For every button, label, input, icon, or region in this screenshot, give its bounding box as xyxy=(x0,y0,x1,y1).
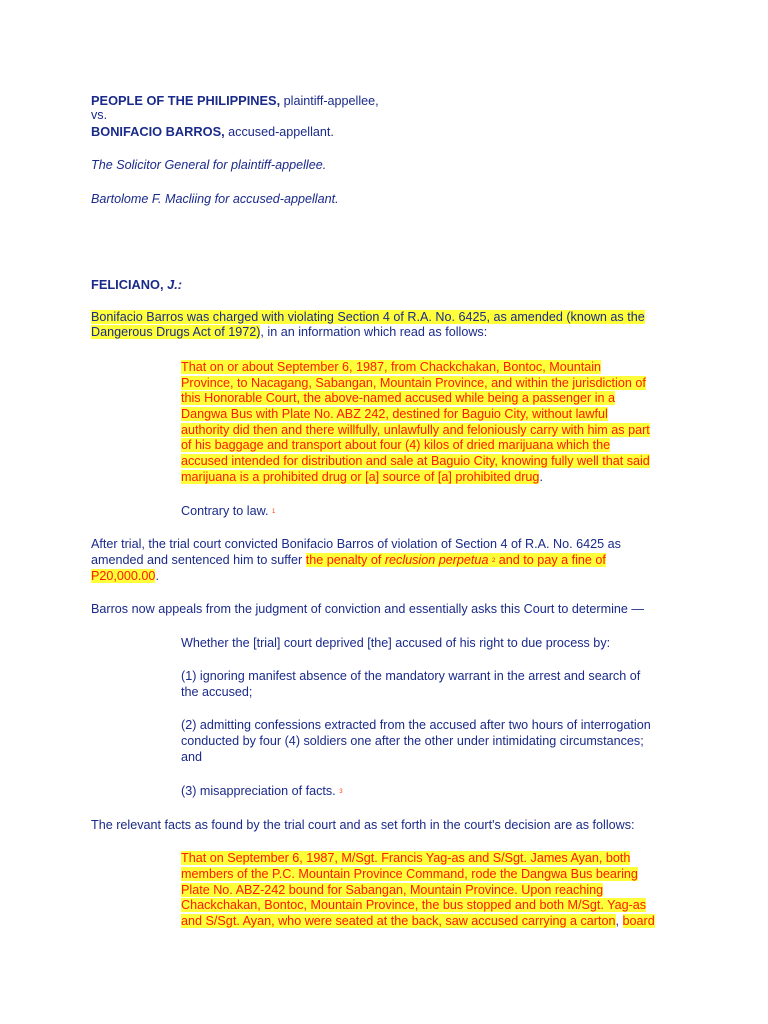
issues-intro: Whether the [trial] court deprived [the] accused of his right to due process by: xyxy=(181,636,611,650)
ponente-title: J.: xyxy=(163,277,183,292)
facts-line: members of the P.C. Mountain Province Command, rode the Dangwa Bus bearing xyxy=(181,867,638,881)
counsel-accused: Bartolome F. Macliing for accused-appellant. xyxy=(91,192,339,206)
facts-last-line: and S/Sgt. Ayan, who were seated at the back, saw accused carrying a carton, board xyxy=(181,914,655,928)
information-line: of his baggage and transport about four (4) kilos of dried marijuana which the xyxy=(181,438,611,452)
caption-versus: vs. xyxy=(91,108,108,122)
information-line: this Honorable Court, the above-named accused while being a passenger in a xyxy=(181,391,616,405)
para3: Barros now appeals from the judgment of conviction and essentially asks this Court to determine — xyxy=(91,602,644,616)
information-line: accused intended for distribution and sale at Baguio City, knowing fully well that said xyxy=(181,454,650,468)
contrary-to-law: Contrary to law. $^1$ xyxy=(181,504,276,518)
caption-accused-line xyxy=(91,124,334,141)
ponente-heading xyxy=(91,277,182,294)
information-line: authority did then and there willfully, unlawfully and feloniously carry with him as part xyxy=(181,423,650,437)
caption-plaintiff-line xyxy=(91,93,379,110)
penalty-highlight: the penalty of reclusion perpetua $^2$ and to pay a fine of xyxy=(305,553,606,567)
para1-line1-highlight: Bonifacio Barros was charged with violating Section 4 of R.A. No. 6425, as amended (known as the xyxy=(91,310,645,324)
accused-role: accused-appellant. xyxy=(224,125,334,139)
information-line: Dangwa Bus with Plate No. ABZ 242, destined for Baguio City, without lawful xyxy=(181,407,608,421)
issue-2-line2: conducted by four (4) soldiers one after the other under intimidating circumstances; xyxy=(181,734,644,748)
footnote-link-1[interactable]: 1 xyxy=(272,509,276,515)
accused-name: BONIFACIO BARROS, xyxy=(91,124,225,139)
information-line: Province, to Nacagang, Sabangan, Mountain Province, and within the jurisdiction of xyxy=(181,376,646,390)
information-last-line xyxy=(181,470,543,486)
para1-line2 xyxy=(91,325,487,341)
para4: The relevant facts as found by the trial court and as set forth in the court's decision are as follows: xyxy=(91,818,635,832)
fine-amount: P20,000.00 xyxy=(91,569,156,583)
reclusion-perpetua: reclusion perpetua xyxy=(384,553,489,567)
issue-2-line1: (2) admitting confessions extracted from the accused after two hours of interrogation xyxy=(181,718,651,732)
footnote-link-3[interactable]: 3 xyxy=(339,789,343,795)
issue-1-line1: (1) ignoring manifest absence of the mandatory warrant in the arrest and search of xyxy=(181,669,641,683)
facts-line: Plate No. ABZ-242 bound for Sabangan, Mountain Province. Upon reaching xyxy=(181,883,604,897)
para2-line3: P20,000.00. xyxy=(91,569,159,583)
plaintiff-role: plaintiff-appellee, xyxy=(280,94,379,108)
para1-line1 xyxy=(91,310,645,326)
footnote-link-2[interactable]: 2 xyxy=(491,558,496,564)
facts-line: That on September 6, 1987, M/Sgt. Francis Yag-as and S/Sgt. James Ayan, both xyxy=(181,851,631,865)
facts-line: Chackchakan, Bontoc, Mountain Province, the bus stopped and both M/Sgt. Yag-as xyxy=(181,898,647,912)
para1-line2-rest: , in an information which read as follows: xyxy=(260,325,488,339)
information-last-highlight: marijuana is a prohibited drug or [a] source of [a] prohibited drug xyxy=(181,470,540,484)
para2-line1: After trial, the trial court convicted Bonifacio Barros of violation of Section 4 of R.A. No. 6425 as xyxy=(91,537,621,551)
issue-2-line3: and xyxy=(181,750,203,764)
issue-1-line2: the accused; xyxy=(181,685,253,699)
issue-3: (3) misappreciation of facts. $^3$ xyxy=(181,784,343,798)
counsel-plaintiff: The Solicitor General for plaintiff-appellee. xyxy=(91,158,327,172)
ponente-name: FELICIANO, xyxy=(91,277,164,292)
plaintiff-name: PEOPLE OF THE PHILIPPINES, xyxy=(91,93,281,108)
para2-line2: amended and sentenced him to suffer the penalty of reclusion perpetua $^2$ and to pay a fine of xyxy=(91,553,606,567)
para1-line2-highlight: Dangerous Drugs Act of 1972) xyxy=(91,325,261,339)
information-line: That on or about September 6, 1987, from Chackchakan, Bontoc, Mountain xyxy=(181,360,602,374)
information-last-end: . xyxy=(539,470,543,484)
